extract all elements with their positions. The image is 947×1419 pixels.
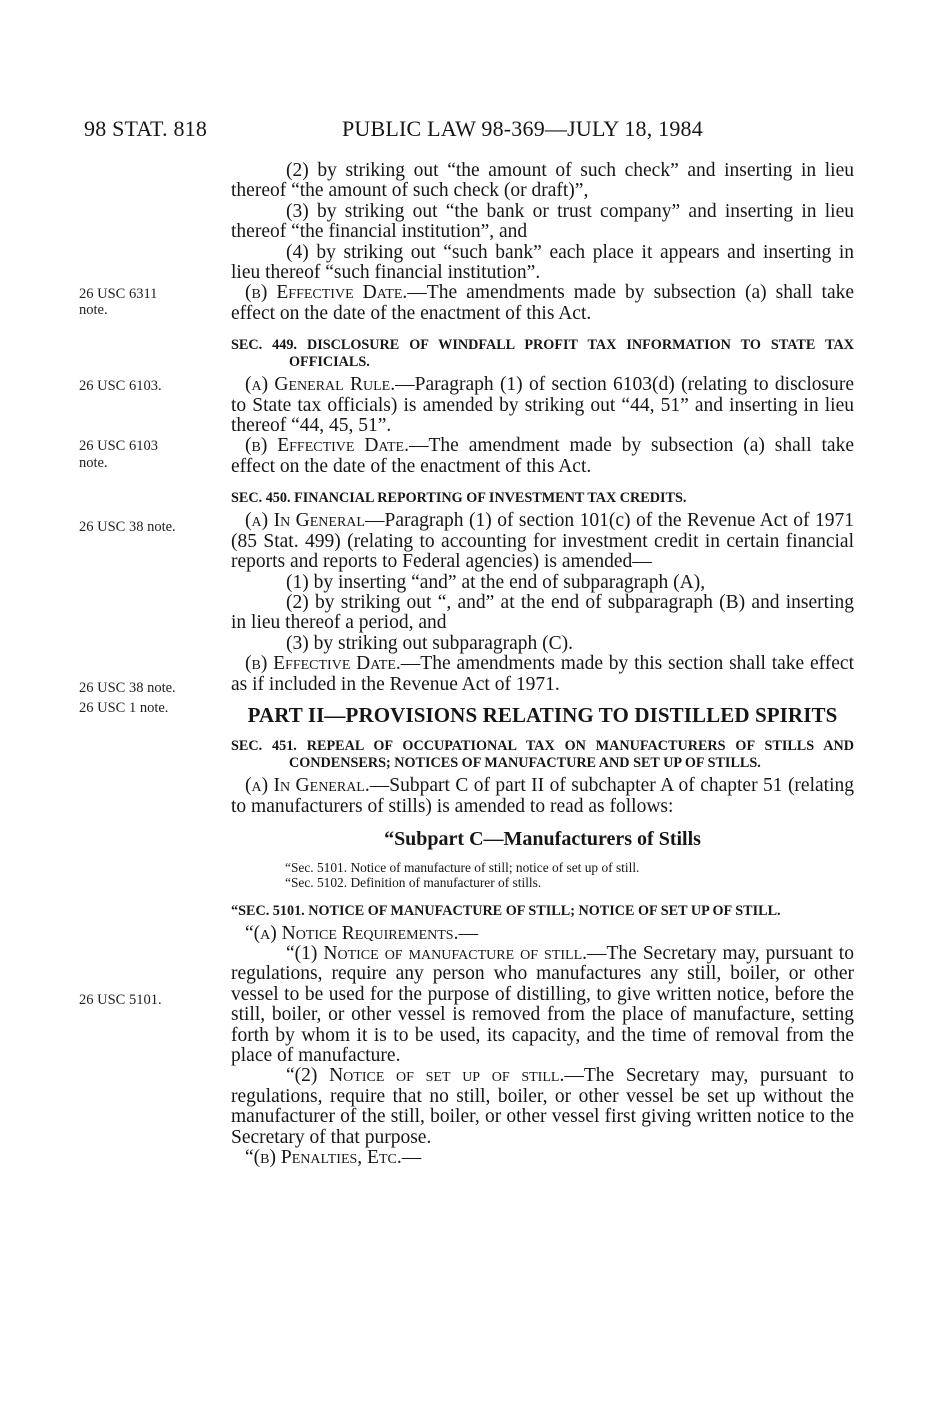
paragraph: (2) by striking out “, and” at the end of subparagraph (B) and inserting in lieu thereof a period, and (231, 591, 854, 634)
paragraph: (4) by striking out “such bank” each place it appears and inserting in lieu thereof “such financial institution”. (231, 241, 854, 284)
paragraph-text: —Paragraph (1) of section 101(c) of the Revenue Act of 1971 (85 Stat. 499) (relating to accounting for investment credit in certain financial reports and reports to Federal agencies) is amended— (231, 510, 855, 573)
page-header-stat: 98 STAT. 818 (84, 116, 208, 141)
section-heading: SEC. 449. DISCLOSURE OF WINDFALL PROFIT TAX INFORMATION TO STATE TAX OFFICIALS. (231, 337, 854, 371)
subsection-heading: “(a) Notice Requirements. (245, 922, 459, 944)
table-of-contents-entry: “Sec. 5102. Definition of manufacturer of stills. (285, 875, 542, 891)
subpart-heading: “Subpart C—Manufacturers of Stills (384, 828, 701, 851)
paragraph (231, 511, 854, 572)
paragraph (231, 944, 854, 1066)
page-header-title: PUBLIC LAW 98-369—JULY 18, 1984 (342, 116, 703, 141)
subsection-heading: (a) General Rule. (245, 374, 396, 396)
paragraph-text: —Paragraph (1) of section 6103(d) (relating to disclosure to State tax officials) is amended by striking out “44, 51” and inserting in lieu thereof “44, 45, 51”. (231, 374, 854, 437)
paragraph-text: —Subpart C of part II of subchapter A of chapter 51 (relating to manufacturers of stills) is amended to read as follows: (231, 775, 854, 817)
paragraph: (3) by striking out subparagraph (C). (286, 632, 574, 654)
margin-note: 26 USC 1 note. (79, 700, 169, 716)
part-heading: PART II—PROVISIONS RELATING TO DISTILLED SPIRITS (247, 702, 838, 727)
paragraph-text: —The Secretary may, pursuant to regulations, require any person who manufactures any still, boiler, or other vessel to be used for the purpose of distilling, to give written notice, before the still, boiler, or other vessel is removed from the place of manufacture, setting forth by whom it is to be used, its capacity, and the time of removal from the place of manufacture. (231, 942, 854, 1066)
margin-note: 26 USC 6103. (79, 378, 162, 394)
margin-note: 26 USC 38 note. (79, 519, 176, 535)
paragraph (231, 436, 854, 477)
margin-note: note. (79, 455, 108, 471)
paragraph-text: — (458, 922, 478, 944)
subsection-heading: “(b) Penalties, Etc. (245, 1147, 402, 1169)
subsection-heading: (b) Effective Date. (245, 435, 409, 457)
section-heading: “SEC. 5101. NOTICE OF MANUFACTURE OF STILL; NOTICE OF SET UP OF STILL. (231, 902, 781, 919)
paragraph (231, 654, 854, 695)
margin-note: note. (79, 302, 108, 318)
paragraph (231, 283, 854, 324)
subsection-heading: (b) Effective Date. (245, 282, 408, 304)
paragraph (231, 1148, 854, 1168)
margin-note: 26 USC 38 note. (79, 680, 176, 696)
paragraph (231, 375, 854, 436)
subsection-heading: (a) In General. (245, 775, 370, 797)
margin-note: 26 USC 6311 (79, 286, 158, 302)
body-text (231, 161, 854, 1168)
paragraph-text: —The amendments made by this section shall take effect as if included in the Revenue Act of 1971. (231, 653, 854, 695)
subsection-heading: “(2) Notice of set up of still. (286, 1065, 565, 1087)
subsection-heading: (b) Effective Date. (245, 653, 401, 675)
paragraph: (2) by striking out “the amount of such check” and inserting in lieu thereof “the amount of such check (or draft)”, (231, 160, 854, 202)
table-of-contents-entry: “Sec. 5101. Notice of manufacture of still; notice of set up of still. (285, 859, 640, 875)
paragraph (231, 776, 854, 817)
subsection-heading: (a) In General (245, 510, 365, 532)
paragraph (231, 1066, 854, 1148)
section-heading: SEC. 450. FINANCIAL REPORTING OF INVESTMENT TAX CREDITS. (231, 490, 687, 507)
section-heading: SEC. 451. REPEAL OF OCCUPATIONAL TAX ON MANUFACTURERS OF STILLS AND CONDENSERS; NOTICES OF MANUFACTURE AND SET UP OF STILLS. (231, 738, 854, 772)
paragraph (231, 924, 854, 944)
subsection-heading: “(1) Notice of manufacture of still. (286, 942, 588, 964)
paragraph: (1) by inserting “and” at the end of subparagraph (A), (286, 571, 706, 593)
paragraph-text: — (401, 1147, 422, 1169)
paragraph-text: —The amendment made by subsection (a) shall take effect on the date of the enactment of this Act. (231, 435, 854, 477)
paragraph-text: —The Secretary may, pursuant to regulations, require that no still, boiler, or other vessel be set up without the manufacturer of the still, boiler, or other vessel first giving written notice to the Secretary of that purpose. (231, 1065, 854, 1148)
margin-note: 26 USC 5101. (79, 992, 162, 1008)
paragraph: (3) by striking out “the bank or trust company” and inserting in lieu thereof “the financial institution”, and (231, 200, 854, 243)
paragraph-text: —The amendments made by subsection (a) shall take effect on the date of the enactment of this Act. (231, 282, 854, 324)
margin-note: 26 USC 6103 (79, 438, 158, 454)
